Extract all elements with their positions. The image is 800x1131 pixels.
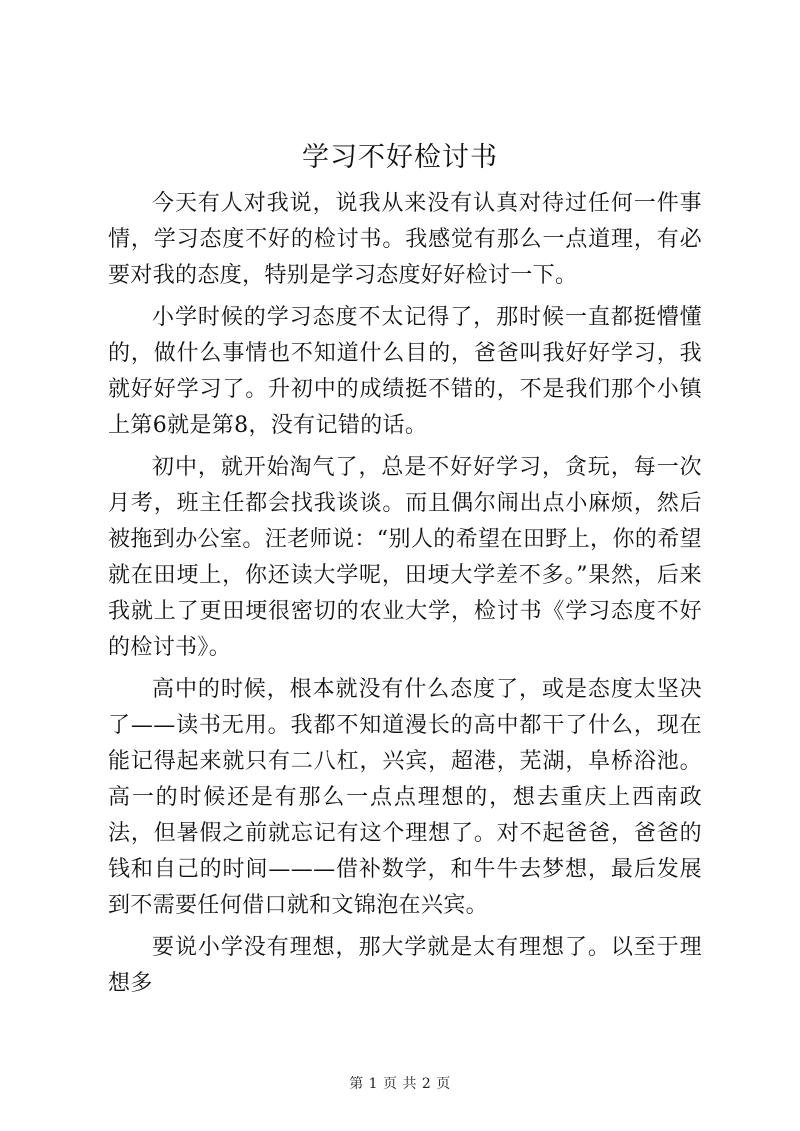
document-title: 学习不好检讨书 (302, 142, 498, 173)
document-body (108, 186, 702, 1008)
page-footer: 第 1 页 共 2 页 (349, 1076, 451, 1092)
paragraph-4: 高中的时候，根本就没有什么态度了，或是态度太坚决了——读书无用。我都不知道漫长的高中都干了什么，现在能记得起来就只有二八杠，兴宾，超港，芜湖，阜桥浴池。高一的时候还是有那么一点点理想的，想去重庆上西南政法，但暑假之前就忘记有这个理想了。对不起爸爸，爸爸的钱和自己的时间———借补数学，和牛牛去梦想，最后发展到不需要任何借口就和文锦泡在兴宾。 (108, 677, 702, 918)
paragraph-2: 小学时候的学习态度不太记得了，那时候一直都挺懵懂的，做什么事情也不知道什么目的，爸爸叫我好好学习，我就好好学习了。升初中的成绩挺不错的，不是我们那个小镇上第6就是第8，没有记错的话。 (108, 305, 702, 438)
paragraph-1: 今天有人对我说，说我从来没有认真对待过任何一件事情，学习态度不好的检讨书。我感觉有那么一点道理，有必要对我的态度，特别是学习态度好好检讨一下。 (108, 191, 702, 288)
paragraph-5: 要说小学没有理想，那大学就是太有理想了。以至于理想多 (108, 935, 702, 996)
paragraph-3: 初中，就开始淘气了，总是不好好学习，贪玩，每一次月考，班主任都会找我谈谈。而且偶尔闹出点小麻烦，然后被拖到办公室。汪老师说：“别人的希望在田野上，你的希望就在田埂上，你还读大学呢，田埂大学差不多。”果然，后来我就上了更田埂很密切的农业大学，检讨书《学习态度不好的检讨书》。 (108, 455, 702, 660)
